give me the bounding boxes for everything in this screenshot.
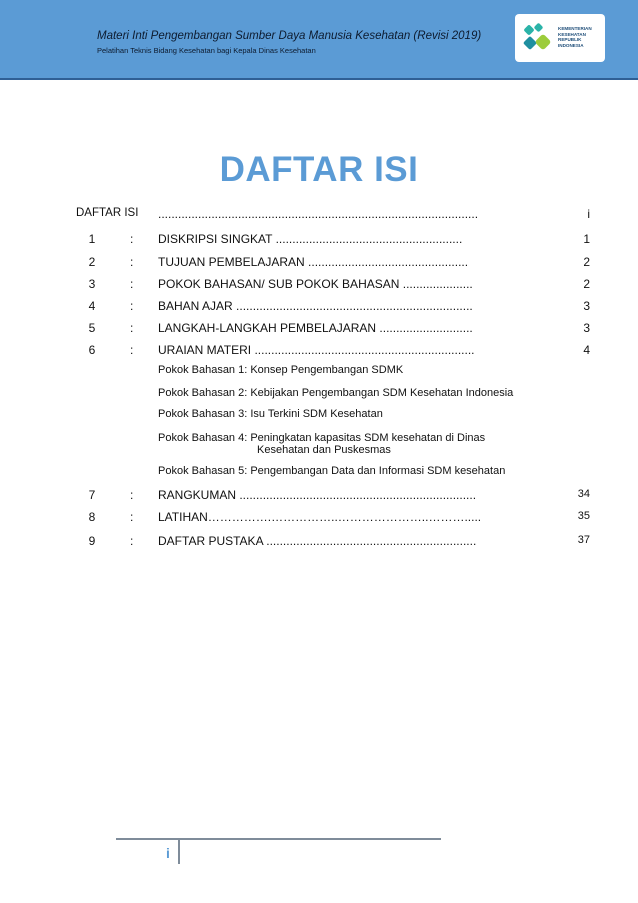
toc-label: DAFTAR ISI — [76, 207, 139, 219]
toc-number: 2 — [88, 255, 96, 269]
toc-page-number: 4 — [583, 343, 590, 357]
toc-entry: LATIHAN…………….……………..…………………..………..... — [158, 510, 482, 524]
toc-colon: : — [130, 510, 134, 524]
footer-page-number: i — [166, 845, 170, 861]
toc-page-number: 37 — [577, 534, 590, 546]
toc-colon: : — [130, 321, 134, 335]
toc-entry: LANGKAH-LANGKAH PEMBELAJARAN ............................ — [158, 321, 473, 335]
toc-number: 6 — [88, 343, 96, 357]
footer-divider — [116, 838, 441, 840]
page-title: DAFTAR ISI — [219, 150, 419, 189]
toc-subitem: Pokok Bahasan 2: Kebijakan Pengembangan SDM Kesehatan Indonesia — [158, 387, 514, 399]
toc-subitem: Pokok Bahasan 3: Isu Terkini SDM Kesehatan — [158, 408, 383, 420]
toc-page-number: 3 — [583, 321, 590, 335]
toc-entry: POKOK BAHASAN/ SUB POKOK BAHASAN ..................... — [158, 277, 473, 291]
toc-colon: : — [130, 488, 134, 502]
toc-number: 5 — [88, 321, 96, 335]
kemenkes-logo-icon — [521, 22, 557, 54]
toc-colon: : — [130, 299, 134, 313]
toc-page-number: 35 — [577, 510, 590, 522]
toc-number: 9 — [88, 534, 96, 548]
toc-colon: : — [130, 343, 134, 357]
toc-entry: RANGKUMAN ....................................................................... — [158, 488, 477, 502]
toc-subitem: Pokok Bahasan 4: Peningkatan kapasitas SDM kesehatan di Dinas Kesehatan dan Puskesmas — [158, 432, 486, 456]
header-band — [0, 0, 638, 78]
toc-subitem: Pokok Bahasan 5: Pengembangan Data dan Informasi SDM kesehatan — [158, 465, 506, 477]
toc-number: 3 — [88, 277, 96, 291]
toc-entry: DAFTAR PUSTAKA ............................................................... — [158, 534, 477, 548]
toc-number: 1 — [88, 232, 96, 246]
toc-leader-dots: ................................................................................................ — [158, 207, 479, 221]
toc-number: 4 — [88, 299, 96, 313]
toc-entry: TUJUAN PEMBELAJARAN ................................................ — [158, 255, 469, 269]
toc-page-number: 3 — [583, 299, 590, 313]
toc-subitem: Pokok Bahasan 1: Konsep Pengembangan SDMK — [158, 364, 404, 376]
header-divider — [0, 78, 638, 80]
kemenkes-logo — [515, 14, 605, 62]
toc-page-number: i — [587, 207, 590, 221]
toc-entry: URAIAN MATERI .................................................................. — [158, 343, 475, 357]
header-title: Materi Inti Pengembangan Sumber Daya Manusia Kesehatan (Revisi 2019) — [97, 30, 482, 42]
toc-page-number: 34 — [577, 488, 590, 500]
toc-number: 8 — [88, 510, 96, 524]
toc-number: 7 — [88, 488, 96, 502]
toc-page-number: 2 — [583, 255, 590, 269]
toc-entry: DISKRIPSI SINGKAT ........................................................ — [158, 232, 463, 246]
toc-entry: BAHAN AJAR ....................................................................... — [158, 299, 473, 313]
toc-page-number: 1 — [583, 232, 590, 246]
logo-text: KEMENTERIAN KESEHATAN REPUBLIK INDONESIA — [558, 26, 592, 48]
toc-colon: : — [130, 255, 134, 269]
toc-page-number: 2 — [583, 277, 590, 291]
toc-colon: : — [130, 277, 134, 291]
toc-colon: : — [130, 232, 134, 246]
header-subtitle: Pelatihan Teknis Bidang Kesehatan bagi Kepala Dinas Kesehatan — [97, 46, 316, 55]
toc-colon: : — [130, 534, 134, 548]
footer-vertical-bar — [178, 840, 180, 864]
